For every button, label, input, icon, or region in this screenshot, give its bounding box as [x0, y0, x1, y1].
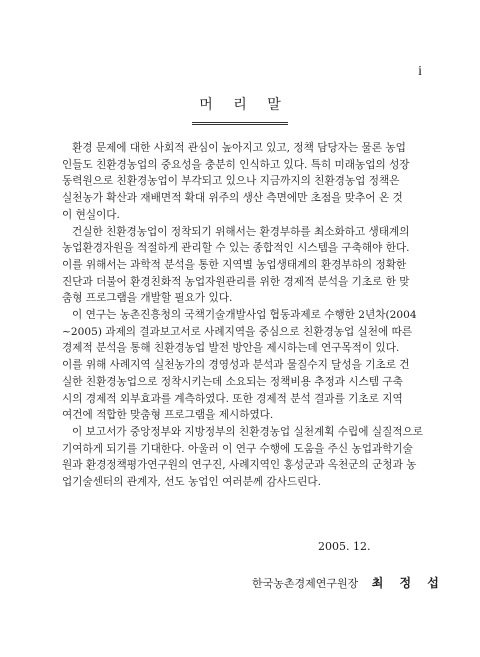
preface-body	[62, 140, 424, 491]
title-underline	[192, 122, 288, 125]
text-line: 이 연구는 농촌진흥청의 국책기술개발사업 협동과제로 수행한 2년차(2004	[72, 309, 417, 322]
signature-name: 최 정 섭	[371, 576, 445, 590]
signature-org: 한국농촌경제연구원장	[252, 577, 359, 590]
text-line: 이를 위해 사례지역 실천농가의 경영성과 분석과 물질수지 달성을 기초로 건	[62, 359, 410, 372]
text-line: 농업환경자원을 적절하게 관리할 수 있는 종합적인 시스템을 구축해야 한다.	[62, 242, 410, 255]
text-line: 이 현실이다.	[62, 208, 120, 221]
text-line: 춤형 프로그램을 개발할 필요가 있다.	[62, 292, 233, 305]
text-line: 시의 경제적 외부효과를 계측하였다. 또한 경제적 분석 결과를 기초로 지역	[62, 392, 403, 405]
text-line: 이를 위해서는 과학적 분석을 통한 지역별 농업생태계의 환경부하의 정확한	[62, 258, 407, 271]
paragraph-2	[62, 224, 424, 308]
paragraph-1	[62, 140, 424, 224]
text-line: 기여하게 되기를 기대한다. 아울러 이 연구 수행에 도움을 주신 농업과학기술	[62, 442, 413, 455]
paragraph-3	[62, 307, 424, 424]
text-line: 진단과 더불어 환경친화적 농업자원관리를 위한 경제적 분석을 기초로 한 맞	[62, 275, 410, 288]
text-line: ∼2005) 과제의 결과보고서로 사례지역을 중심으로 친환경농업 실천에 따른	[62, 325, 413, 338]
text-line: 경제적 분석을 통해 친환경농업 발전 방안을 제시하는데 연구목적이 있다.	[62, 342, 400, 355]
paragraph-4	[62, 424, 424, 491]
text-line: 업기술센터의 관계자, 선도 농업인 여러분께 감사드린다.	[62, 476, 321, 489]
text-line: 원과 환경정책평가연구원의 연구진, 사례지역인 홍성군과 옥천군의 군청과 농	[62, 459, 417, 472]
signature-date: 2005. 12.	[318, 540, 371, 553]
text-line: 여건에 적합한 맞춤형 프로그램을 제시하였다.	[62, 409, 274, 422]
page-title: 머 리 말	[199, 97, 289, 113]
text-line: 인들도 친환경농업의 중요성을 충분히 인식하고 있다. 특히 미래농업의 성장	[62, 158, 410, 171]
text-line: 건실한 친환경농업이 정착되기 위해서는 환경부하를 최소화하고 생태계의	[72, 225, 410, 238]
text-line: 실천농가 확산과 재배면적 확대 위주의 생산 측면에만 초점을 맞추어 온 것	[62, 192, 403, 205]
signature-block	[252, 574, 480, 591]
page-number: i	[418, 64, 422, 79]
text-line: 환경 문제에 대한 사회적 관심이 높아지고 있고, 정책 담당자는 물론 농업	[72, 142, 406, 154]
text-line: 이 보고서가 중앙정부와 지방정부의 친환경농업 실천계획 수립에 실질적으로	[72, 425, 424, 438]
text-line: 동력원으로 친환경농업이 부각되고 있으나 지금까지의 친환경농업 정책은	[62, 175, 400, 188]
title-block	[0, 94, 480, 125]
text-line: 실한 친환경농업으로 정착시키는데 소요되는 정책비용 추정과 시스템 구축	[62, 375, 403, 388]
